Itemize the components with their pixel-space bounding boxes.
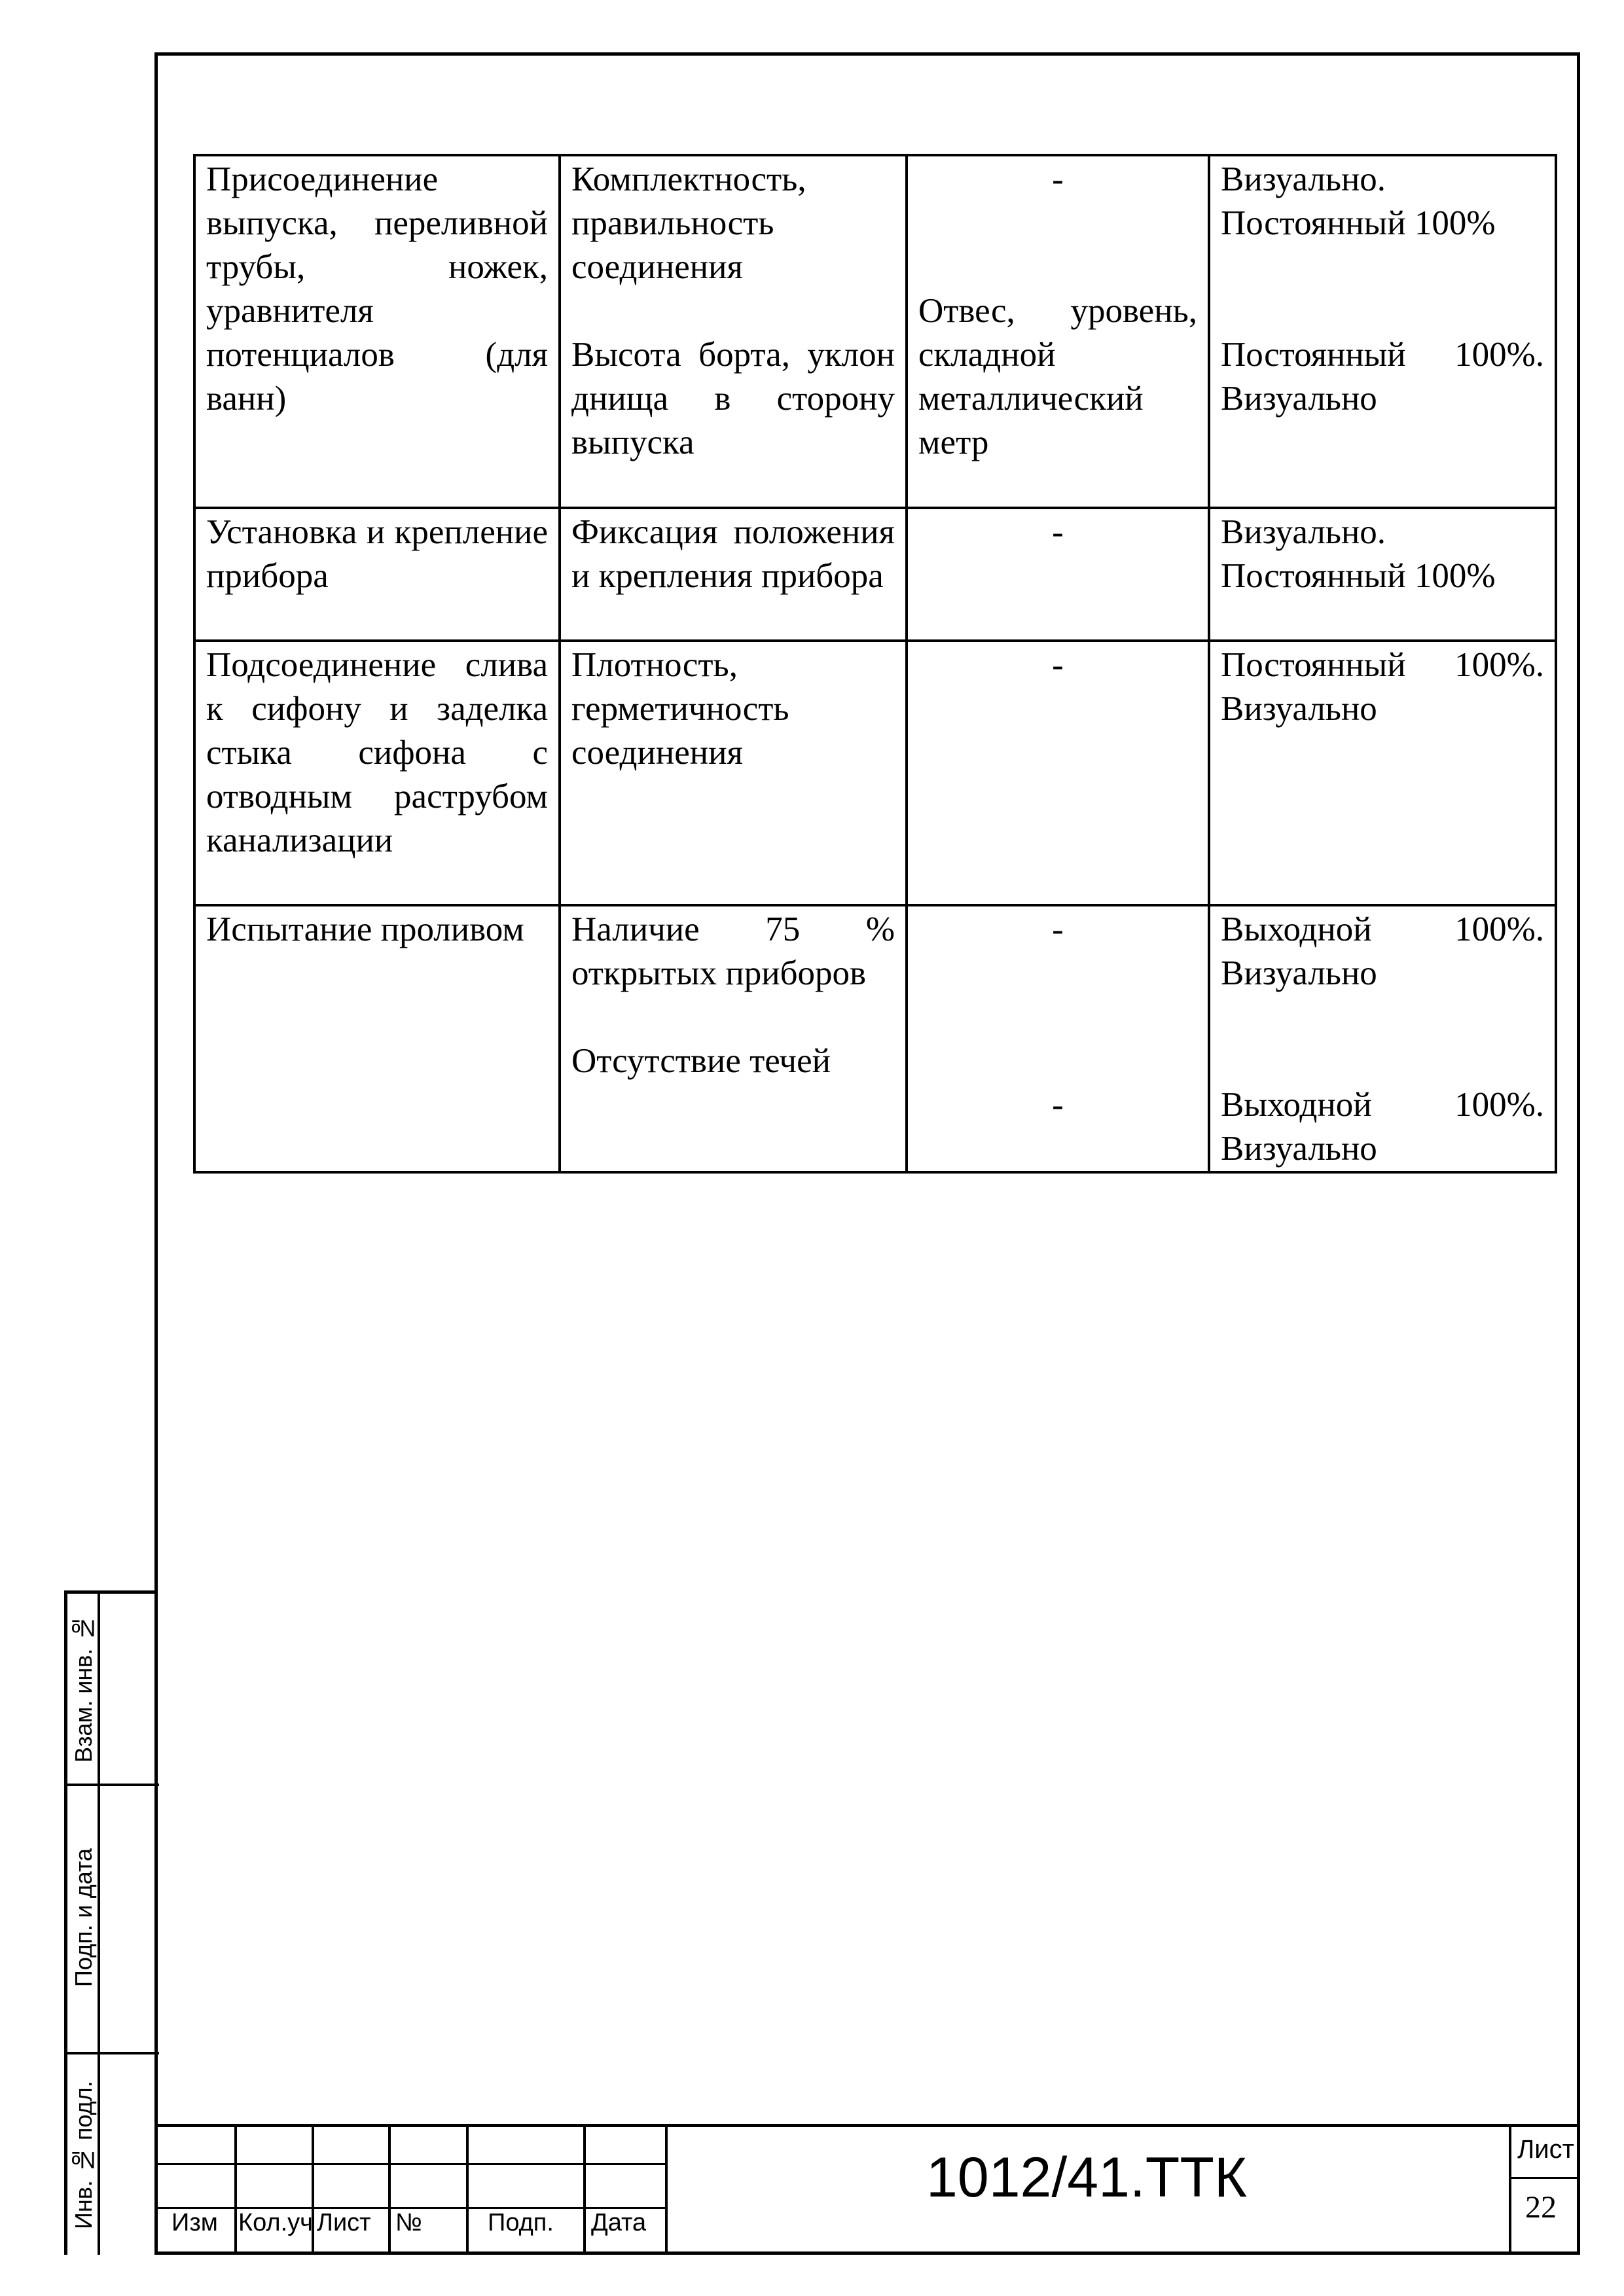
tools-cell [907,641,1209,905]
criteria-text: Комплектность, правильность соединения [571,160,806,286]
criteria-cell [560,905,907,1172]
criteria-text: Плотность, герметичность соединения [571,646,789,772]
control-text: Визуально. Постоянный 100% [1221,513,1496,595]
control-text: Выходной 100%. Визуально [1221,910,1544,992]
criteria-cell [560,508,907,641]
side-stamp-inv: Инв. № подл. [70,2081,97,2229]
side-stamp-podp: Подп. и дата [70,1848,97,1988]
tools-text: - [1052,160,1064,198]
operation-cell [194,905,560,1172]
tools-cell [907,905,1209,1172]
criteria-cell [560,641,907,905]
operation-text: Испытание проливом [206,910,524,948]
side-stamp [64,1590,156,2255]
control-text: Постоянный 100%. Визуально [1221,646,1544,728]
quality-control-table [193,154,1557,1174]
criteria-text: Высота борта, уклон днища в сторону выпуска [571,336,895,461]
tools-text: Отвес, уровень, складной металлический метр [918,292,1197,461]
tools-cell [907,508,1209,641]
sheet-label: Лист [1517,2135,1574,2164]
operation-text: Присоединение выпуска, переливной трубы, ножек, уравнителя потенциалов (для ванн) [206,160,548,418]
col-data: Дата [591,2209,647,2236]
operation-cell [194,155,560,508]
control-cell [1209,155,1556,508]
control-text: Постоянный 100%. Визуально [1221,336,1544,418]
control-cell [1209,641,1556,905]
operation-text: Подсоединение слива к сифону и заделка стыка сифона с отводным раструбом канализации [206,646,548,859]
tools-text: - [1052,910,1064,948]
criteria-text: Отсутствие течей [571,1042,831,1080]
document-code: 1012/41.ТТК [926,2146,1247,2209]
col-kolvo: Кол.уч [238,2209,313,2236]
table-row [194,155,1556,508]
criteria-text: Фиксация положения и крепления прибора [571,513,895,595]
table-row [194,508,1556,641]
tools-text: - [1052,646,1064,684]
operation-text: Установка и крепление прибора [206,513,548,595]
operation-cell [194,641,560,905]
tools-text: - [1052,513,1064,551]
tools-cell [907,155,1209,508]
col-nomer: № [395,2209,422,2236]
col-izm: Изм [171,2209,218,2236]
criteria-text: Наличие 75 % открытых приборов [571,910,895,992]
control-cell [1209,905,1556,1172]
control-text: Визуально. Постоянный 100% [1221,160,1496,242]
control-text: Выходной 100%. Визуально [1221,1086,1544,1168]
side-stamp-vzam: Взам. инв. № [70,1615,97,1763]
operation-cell [194,508,560,641]
criteria-cell [560,155,907,508]
tools-text: - [1052,1086,1064,1124]
control-cell [1209,508,1556,641]
table-row [194,641,1556,905]
sheet-number: 22 [1525,2190,1557,2225]
col-list: Лист [317,2209,371,2236]
col-podp: Подп. [488,2209,554,2236]
table-row [194,905,1556,1172]
